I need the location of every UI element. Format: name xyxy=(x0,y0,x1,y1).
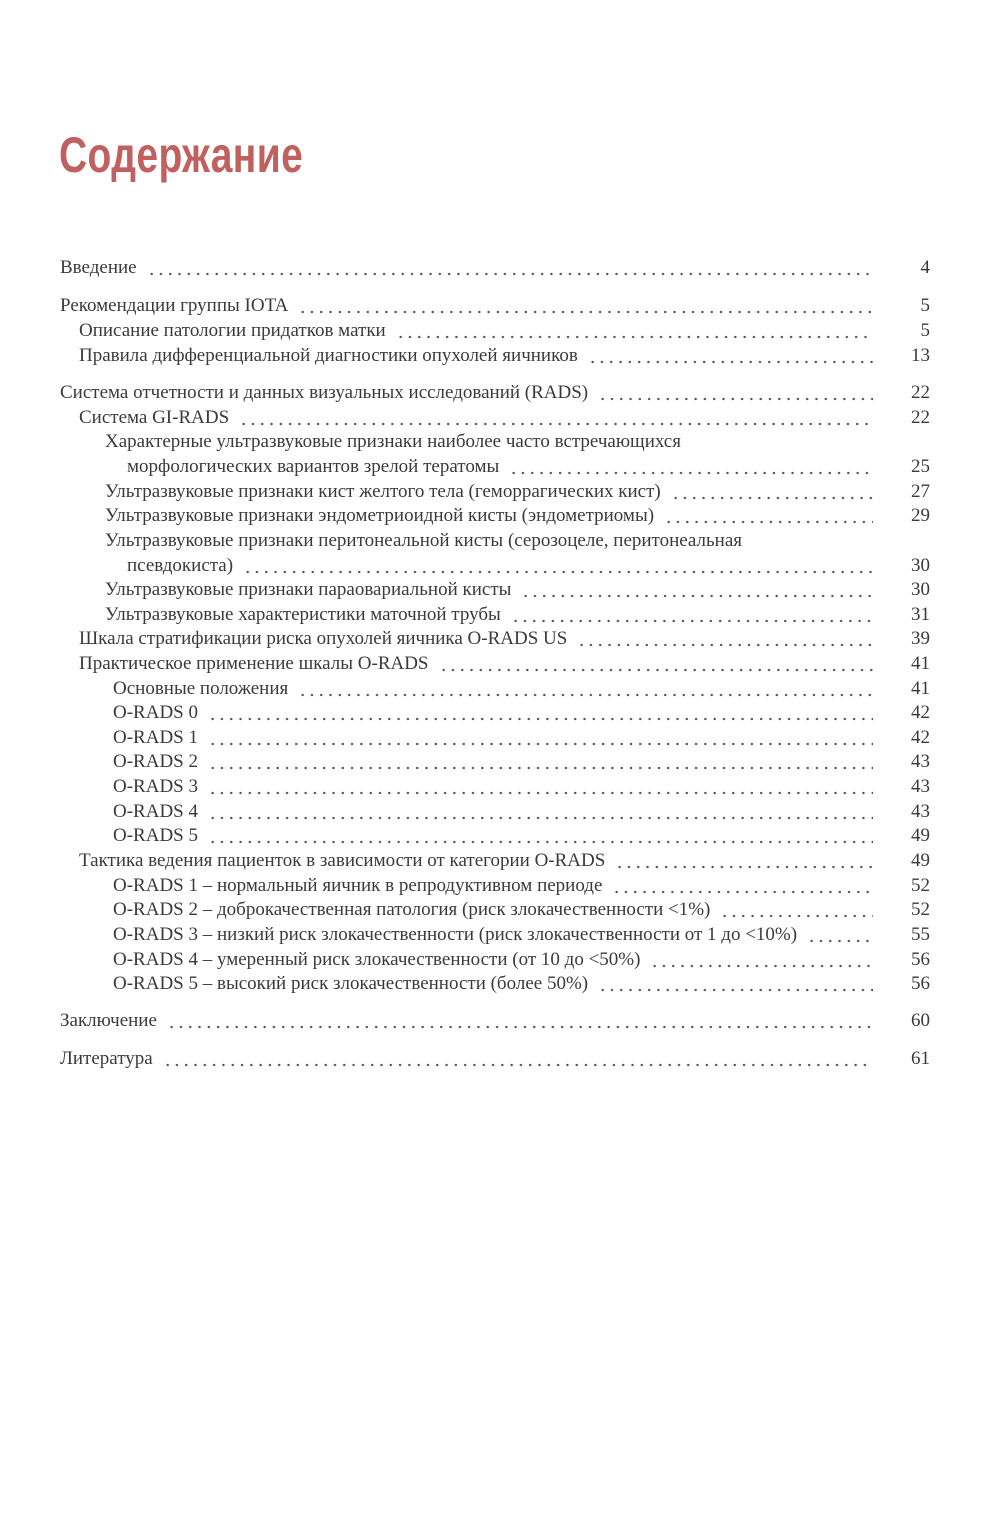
dot-leader xyxy=(511,609,873,623)
toc-entry[interactable] xyxy=(0,824,1000,848)
dot-leader xyxy=(720,904,873,918)
toc-entry[interactable] xyxy=(0,627,1000,651)
toc-entry-label: O-RADS 4 xyxy=(113,801,198,822)
toc-entry[interactable] xyxy=(0,1009,1000,1033)
dot-leader xyxy=(509,461,873,475)
dot-leader xyxy=(588,350,873,364)
toc-page-number: 49 xyxy=(911,850,930,871)
toc-page-number: 42 xyxy=(911,727,930,748)
toc-entry[interactable] xyxy=(0,677,1000,701)
toc-entry-label: O-RADS 1 xyxy=(113,727,198,748)
toc-page-number: 39 xyxy=(911,628,930,649)
toc-entry[interactable] xyxy=(0,923,1000,947)
toc-entry[interactable] xyxy=(0,750,1000,774)
toc-page-number: 55 xyxy=(911,924,930,945)
toc-entry[interactable] xyxy=(0,775,1000,799)
toc-entry[interactable] xyxy=(0,948,1000,972)
toc-entry[interactable] xyxy=(0,406,1000,430)
toc-entry-label: Шкала стратификации риска опухолей яичника O-RADS US xyxy=(79,628,568,649)
toc-entry[interactable] xyxy=(0,726,1000,750)
toc-entry-label: Введение xyxy=(60,257,137,278)
toc-entry-label: Система GI-RADS xyxy=(79,407,230,428)
dot-leader xyxy=(298,683,873,697)
dot-leader xyxy=(298,300,873,314)
toc-entry[interactable] xyxy=(0,800,1000,824)
toc-page-number: 61 xyxy=(911,1048,930,1069)
dot-leader xyxy=(243,560,873,574)
dot-leader xyxy=(208,830,873,844)
toc-entry-label: O-RADS 2 – доброкачественная патология (риск злокачественности <1%) xyxy=(113,899,711,920)
toc-entry-label: O-RADS 1 – нормальный яичник в репродуктивном периоде xyxy=(113,875,603,896)
toc-entry-label-line1: Характерные ультразвуковые признаки наиболее часто встречающихся xyxy=(105,431,681,452)
toc-page-number: 60 xyxy=(911,1010,930,1031)
toc-entry[interactable] xyxy=(0,972,1000,996)
toc-page-number: 56 xyxy=(911,973,930,994)
dot-leader xyxy=(577,633,873,647)
toc-page-number: 30 xyxy=(911,579,930,600)
toc-entry[interactable] xyxy=(0,578,1000,602)
toc-page-number: 41 xyxy=(911,678,930,699)
toc-entry-label: Тактика ведения пациенток в зависимости от категории O-RADS xyxy=(79,850,606,871)
toc-page-number: 56 xyxy=(911,949,930,970)
dot-leader xyxy=(807,929,873,943)
toc-entry-label: O-RADS 5 xyxy=(113,825,198,846)
toc-entry[interactable] xyxy=(0,874,1000,898)
toc-page-number: 5 xyxy=(920,320,930,341)
toc-page-number: 22 xyxy=(911,407,930,428)
toc-entry-label: O-RADS 3 – низкий риск злокачественности (риск злокачественности от 1 до <10%) xyxy=(113,924,798,945)
dot-leader xyxy=(598,387,873,401)
toc-entry-label: O-RADS 3 xyxy=(113,776,198,797)
toc-entry-label: Ультразвуковые признаки кист желтого тела (геморрагических кист) xyxy=(105,481,661,502)
toc-page-number: 49 xyxy=(911,825,930,846)
toc-page-number: 29 xyxy=(911,505,930,526)
page-title: Содержание xyxy=(59,127,304,183)
toc-entry-label-line1: Ультразвуковые признаки перитонеальной кисты (серозоцеле, перитонеальная xyxy=(105,530,743,551)
toc-entry-label: Рекомендации группы IOTA xyxy=(60,295,289,316)
toc-entry[interactable] xyxy=(0,319,1000,343)
toc-entry-label: Заключение xyxy=(60,1010,157,1031)
toc-entry[interactable] xyxy=(0,898,1000,922)
dot-leader xyxy=(167,1015,873,1029)
toc-entry[interactable] xyxy=(0,455,1000,479)
toc-entry-label: Основные положения xyxy=(113,678,289,699)
toc-page-number: 13 xyxy=(911,345,930,366)
toc-entry[interactable] xyxy=(0,554,1000,578)
toc-page-number: 5 xyxy=(920,295,930,316)
toc-entry-label: O-RADS 0 xyxy=(113,702,198,723)
toc-entry-label: Ультразвуковые характеристики маточной трубы xyxy=(105,604,501,625)
toc-entry[interactable] xyxy=(0,381,1000,405)
toc-entry[interactable] xyxy=(0,256,1000,280)
toc-entry-label: O-RADS 2 xyxy=(113,751,198,772)
toc-entry[interactable] xyxy=(0,1047,1000,1071)
toc-entry[interactable] xyxy=(0,504,1000,528)
dot-leader xyxy=(664,510,873,524)
toc-entry-label: Ультразвуковые признаки параовариальной кисты xyxy=(105,579,512,600)
toc-page-number: 30 xyxy=(911,555,930,576)
toc-entry[interactable] xyxy=(0,652,1000,676)
toc-page-number: 43 xyxy=(911,751,930,772)
toc-entry-label: Практическое применение шкалы O-RADS xyxy=(79,653,429,674)
toc-entry[interactable] xyxy=(0,603,1000,627)
toc-entry-label: Система отчетности и данных визуальных исследований (RADS) xyxy=(60,382,589,403)
toc-entry-label: псевдокиста) xyxy=(127,555,234,576)
toc-entry[interactable] xyxy=(0,849,1000,873)
dot-leader xyxy=(521,584,873,598)
toc-entry[interactable] xyxy=(0,294,1000,318)
toc-page-number: 4 xyxy=(920,257,930,278)
toc-page-number: 41 xyxy=(911,653,930,674)
dot-leader xyxy=(396,325,873,339)
toc-entry-label: O-RADS 5 – высокий риск злокачественности (более 50%) xyxy=(113,973,589,994)
dot-leader xyxy=(208,707,873,721)
dot-leader xyxy=(208,756,873,770)
toc-page-number: 22 xyxy=(911,382,930,403)
toc-page-number: 43 xyxy=(911,801,930,822)
toc-page-number: 52 xyxy=(911,899,930,920)
dot-leader xyxy=(612,880,873,894)
dot-leader xyxy=(163,1053,873,1067)
dot-leader xyxy=(208,781,873,795)
toc-page-number: 43 xyxy=(911,776,930,797)
dot-leader xyxy=(147,262,873,276)
toc-page-number: 42 xyxy=(911,702,930,723)
dot-leader xyxy=(671,486,873,500)
toc-entry[interactable] xyxy=(0,344,1000,368)
dot-leader xyxy=(615,855,873,869)
toc-page-number: 52 xyxy=(911,875,930,896)
toc-entry[interactable] xyxy=(0,480,1000,504)
toc-entry-label: Правила дифференциальной диагностики опухолей яичников xyxy=(79,345,578,366)
toc-entry-label: O-RADS 4 – умеренный риск злокачественности (от 10 до <50%) xyxy=(113,949,641,970)
toc-entry[interactable] xyxy=(0,701,1000,725)
toc-entry-label: морфологических вариантов зрелой тератомы xyxy=(127,456,500,477)
toc-entry-label: Литература xyxy=(60,1048,153,1069)
toc-entry-label: Ультразвуковые признаки эндометриоидной кисты (эндометриомы) xyxy=(105,505,655,526)
dot-leader xyxy=(239,412,873,426)
toc-page-number: 25 xyxy=(911,456,930,477)
dot-leader xyxy=(598,978,873,992)
toc-page-number: 31 xyxy=(911,604,930,625)
toc-entry-label: Описание патологии придатков матки xyxy=(79,320,386,341)
toc-page-number: 27 xyxy=(911,481,930,502)
dot-leader xyxy=(208,806,873,820)
dot-leader xyxy=(439,658,874,672)
dot-leader xyxy=(208,732,873,746)
dot-leader xyxy=(650,954,873,968)
